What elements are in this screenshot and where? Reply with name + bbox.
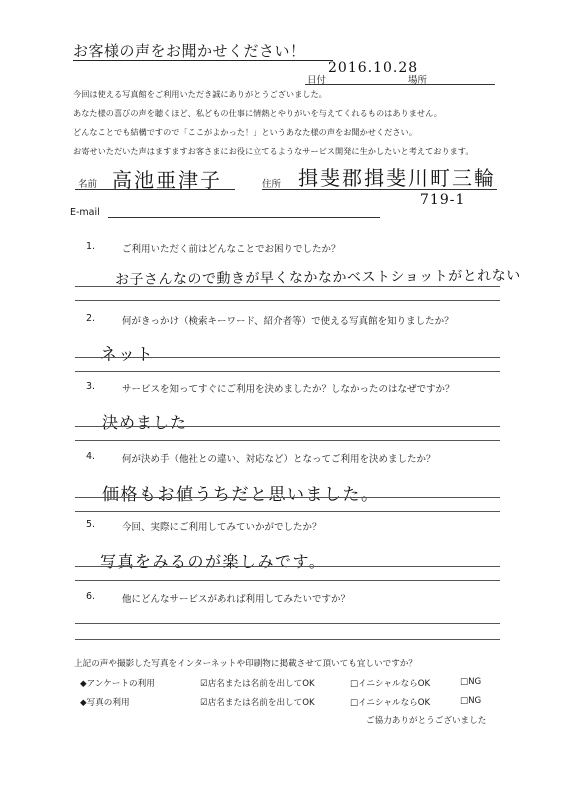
- email-line: [108, 217, 380, 218]
- intro-line-4: お寄せいただいた声はますますお客さまにお役に立てるようなサービス開発に生かしたいと考えております。: [73, 146, 474, 156]
- intro-line-2: あなた様の喜びの声を聴くほど、私どもの仕事に情熱とやりがいを与えてくれるものはありません。: [73, 108, 442, 118]
- name-value: 高池亜津子: [112, 168, 222, 192]
- answer-3-line: [75, 426, 500, 427]
- address-value-line2: 719-1: [420, 192, 466, 208]
- question-1-text: ご利用いただく前はどんなことでお困りでしたか？: [122, 244, 341, 255]
- consent-photo-option-name-ok[interactable]: ☑店名または名前を出してOK: [200, 698, 315, 708]
- question-4-number: 4.: [86, 451, 96, 462]
- address-line: [262, 189, 497, 190]
- answer-5-line: [75, 566, 500, 567]
- answer-1-line-2: [75, 300, 500, 301]
- consent-photo-option-ng[interactable]: □NG: [460, 696, 482, 706]
- consent-question: 上記の声や撮影した写真をインターネットや印刷物に掲載させて頂いても宜しいですか？: [74, 659, 417, 669]
- date-value: 2016.10.28: [328, 60, 419, 76]
- answer-5-line-2: [75, 580, 500, 581]
- consent-survey-option-name-ok[interactable]: ☑店名または名前を出してOK: [200, 679, 315, 689]
- name-label: 名前: [78, 179, 98, 190]
- answer-2: ネット: [100, 345, 154, 365]
- question-3-number: 3.: [86, 381, 96, 392]
- email-label: E-mail: [70, 207, 100, 218]
- intro-line-1: 今回は使える写真館をご利用いただき誠にありがとうございました。: [73, 89, 327, 99]
- survey-title: お客様の声をお聞かせください！: [73, 42, 306, 60]
- consent-photo-option-initial-ok[interactable]: □イニシャルならOK: [350, 698, 431, 708]
- address-value-line1: 揖斐郡揖斐川町三輪: [298, 166, 496, 190]
- answer-4: 価格もお値うちだと思いました。: [102, 485, 380, 505]
- question-2-number: 2.: [86, 313, 96, 324]
- answer-5: 写真をみるのが楽しみです。: [100, 552, 327, 571]
- question-6-number: 6.: [86, 591, 96, 602]
- question-1-number: 1.: [86, 241, 96, 252]
- question-4-text: 何が決め手（他社との違い、対応など）となってご利用を決めましたか？: [122, 454, 436, 465]
- date-place-line: [305, 84, 495, 85]
- question-3-text: サービスを知ってすぐにご利用を決めましたか？しなかったのはなぜですか？: [122, 384, 455, 395]
- answer-6-line-2: [75, 639, 500, 640]
- title-underline: [73, 60, 333, 61]
- answer-1-line: [75, 286, 500, 287]
- answer-1: お子さんなので動きが早くなかなかベストショットがとれない: [114, 267, 521, 289]
- date-label: 日付: [307, 75, 327, 86]
- question-5-text: 今回、実際にご利用してみていかがでしたか？: [122, 522, 322, 533]
- answer-2-line: [75, 357, 500, 358]
- thanks-message: ご協力ありがとうございました: [366, 716, 487, 726]
- answer-3: 決めました: [102, 413, 188, 432]
- question-5-number: 5.: [86, 519, 96, 530]
- consent-survey-option-initial-ok[interactable]: □イニシャルならOK: [350, 679, 431, 689]
- answer-2-line-2: [75, 371, 500, 372]
- place-label: 場所: [408, 75, 428, 86]
- question-6-text: 他にどんなサービスがあれば利用してみたいですか？: [122, 594, 351, 605]
- address-label: 住所: [262, 179, 282, 190]
- answer-4-line-2: [75, 511, 500, 512]
- intro-line-3: どんなことでも結構ですので「ここがよかった！」というあなた様の声をお聞かせください。: [73, 127, 417, 137]
- answer-6-line: [75, 623, 500, 624]
- answer-4-line: [75, 497, 500, 498]
- answer-3-line-2: [75, 440, 500, 441]
- consent-photo-label: ◆写真の利用: [80, 698, 130, 708]
- consent-survey-option-ng[interactable]: □NG: [460, 677, 482, 687]
- name-line: [75, 189, 235, 190]
- question-2-text: 何がきっかけ（検索キーワード、紹介者等）で使える写真館を知りましたか？: [122, 316, 454, 327]
- consent-survey-label: ◆アンケートの利用: [80, 679, 155, 689]
